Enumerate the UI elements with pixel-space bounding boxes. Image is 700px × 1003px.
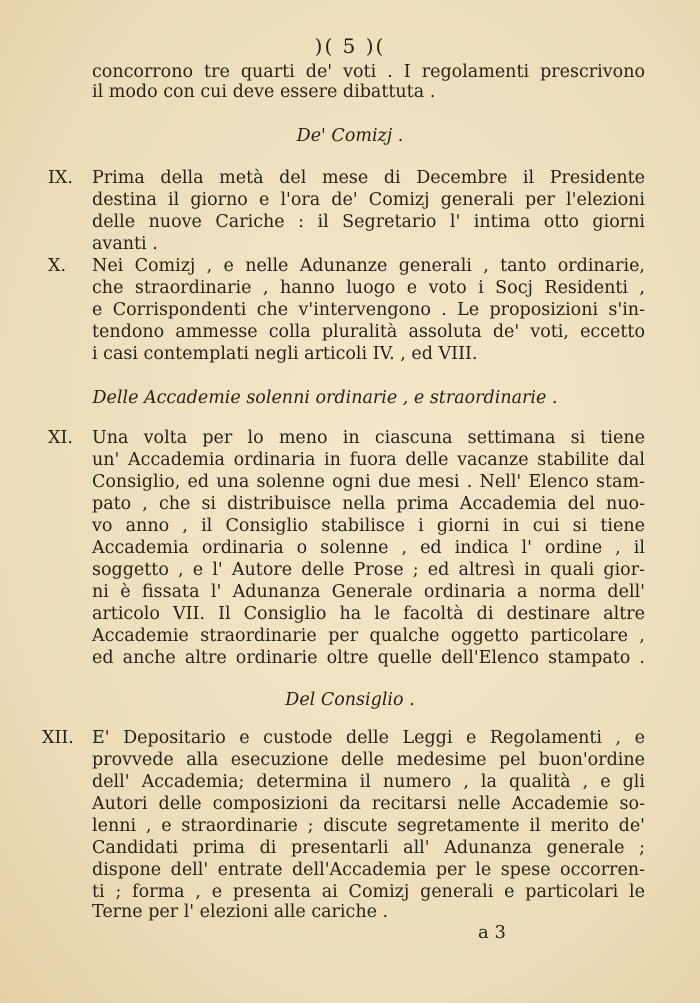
article-number-ix: IX. [48, 168, 73, 188]
text-line: destina il giorno e l'ora de' Comizj generali per l'elezioni [92, 190, 645, 210]
page-number: )( 5 )( [314, 34, 386, 58]
article-number-xii: XII. [42, 728, 74, 748]
text-line: tendono ammesse colla pluralità assoluta de' voti, eccetto [92, 322, 645, 342]
text-line: i casi contemplati negli articoli IV. , ed VIII. [92, 344, 478, 364]
text-line: delle nuove Cariche : il Segretario l' intima otto giorni [92, 212, 645, 232]
signature-mark: a 3 [478, 922, 506, 943]
text-line: Consiglio, ed una solenne ogni due mesi . Nell' Elenco stam- [92, 472, 645, 492]
text-line: che straordinarie , hanno luogo e voto i Socj Residenti , [92, 278, 645, 298]
section-heading-consiglio: Del Consiglio . [285, 690, 415, 710]
text-line: un' Accademia ordinaria in fuora delle vacanze stabilite dal [92, 450, 645, 470]
text-line: Accademie straordinarie per qualche oggetto particolare , [92, 626, 645, 646]
text-line: E' Depositario e custode delle Leggi e Regolamenti , e [92, 728, 645, 748]
text-line: concorrono tre quarti de' voti . I regolamenti prescrivono [92, 62, 645, 82]
text-line: vo anno , il Consiglio stabilisce i giorni in cui si tiene [92, 516, 645, 536]
article-number-xi: XI. [48, 428, 73, 448]
text-line: ti ; forma , e presenta ai Comizj generali e particolari le [92, 882, 645, 902]
text-line: Terne per l' elezioni alle cariche . [92, 902, 389, 922]
text-line: soggetto , e l' Autore delle Prose ; ed altresì in quali gior- [92, 560, 645, 580]
section-heading-comizj: De' Comizj . [296, 126, 404, 146]
text-line: Accademia ordinaria o solenne , ed indica l' ordine , il [92, 538, 645, 558]
section-heading-accademie: Delle Accademie solenni ordinarie , e straordinarie . [92, 388, 558, 408]
text-line: lenni , e straordinarie ; discute segretamente il merito de' [92, 816, 645, 836]
text-line: il modo con cui deve essere dibattuta . [92, 82, 436, 102]
text-line: provvede alla esecuzione delle medesime pel buon'ordine [92, 750, 645, 770]
text-line: e Corrispondenti che v'intervengono . Le proposizioni s'in- [92, 300, 645, 320]
text-line: Prima della metà del mese di Decembre il Presidente [92, 168, 645, 188]
article-number-x: X. [48, 256, 67, 276]
text-line: Candidati prima di presentarli all' Adunanza generale ; [92, 838, 645, 858]
text-line: Nei Comizj , e nelle Adunanze generali , tanto ordinarie, [92, 256, 645, 276]
text-line: dispone dell' entrate dell'Accademia per le spese occorren- [92, 860, 645, 880]
text-line: pato , che si distribuisce nella prima Accademia del nuo- [92, 494, 645, 514]
text-line: Autori delle composizioni da recitarsi nelle Accademie so- [92, 794, 645, 814]
text-line: articolo VII. Il Consiglio ha le facoltà di destinare altre [92, 604, 645, 624]
text-line: ed anche altre ordinarie oltre quelle dell'Elenco stampato . [92, 648, 645, 668]
text-line: dell' Accademia; determina il numero , la qualità , e gli [92, 772, 645, 792]
text-line: avanti . [92, 234, 158, 254]
text-line: ni è fissata l' Adunanza Generale ordinaria a norma dell' [92, 582, 645, 602]
text-line: Una volta per lo meno in ciascuna settimana si tiene [92, 428, 645, 448]
